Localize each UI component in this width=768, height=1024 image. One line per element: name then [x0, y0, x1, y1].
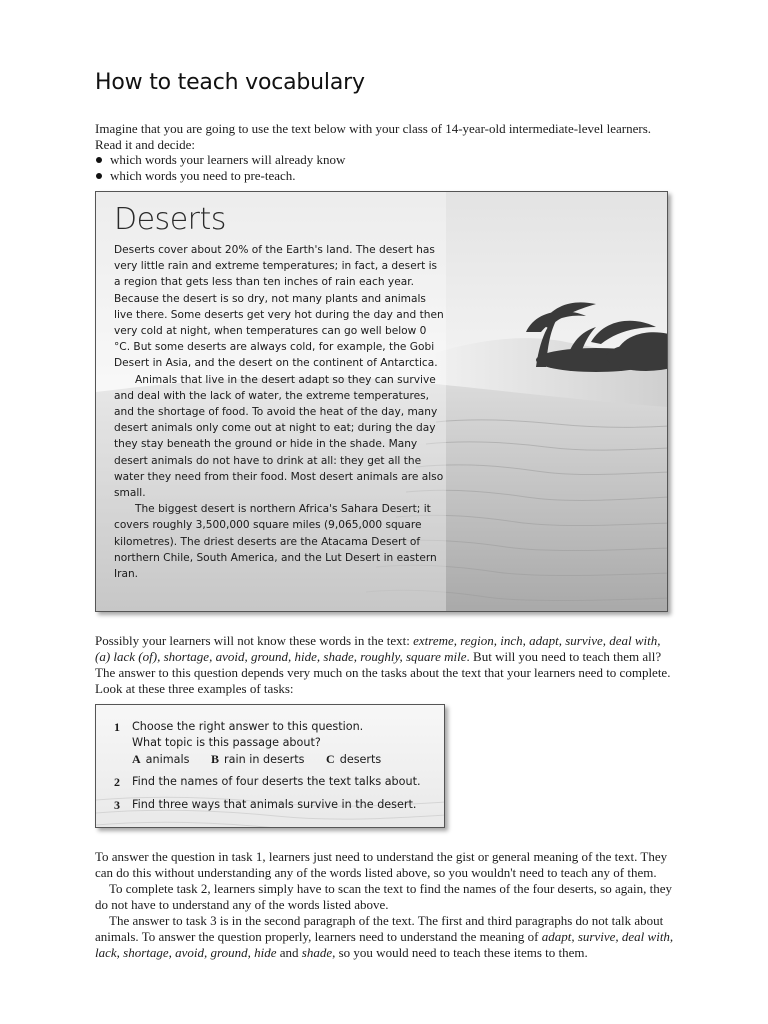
- body-paragraph: Possibly your learners will not know these words in the text: extreme, region, inch, adapt, survive, deal with, (a) lack (of), shortage, avoid, ground, hide, shade, roughly, square mile. But will you need to teach them all? The answer to this question depends very much on the tasks about the text that your learners need to complete. Look at these three examples of tasks:: [95, 633, 671, 696]
- intro-paragraph: Imagine that you are going to use the text below with your class of 14-year-old intermediate-level learners. Read it and decide:: [95, 121, 652, 152]
- page-title: How to teach vocabulary: [95, 70, 365, 95]
- task-item: [96, 774, 436, 790]
- list-item: which words you need to pre-teach.: [95, 168, 675, 184]
- tasks-box: [95, 704, 445, 828]
- body-paragraph: The answer to task 3 is in the second paragraph of the text. The first and third paragraphs do not talk about animals. To answer the question properly, learners need to understand the meaning of adapt, survive, deal with, lack, shortage, avoid, ground, hide and shade, so you would need to teach these items to them.: [95, 913, 674, 960]
- answer-option: A animals: [132, 752, 190, 766]
- task-number: 1: [114, 720, 120, 734]
- reading-body: [114, 242, 444, 582]
- vocabulary-list: extreme, region, inch, adapt, survive, deal with, (a) lack (of), shortage, avoid, ground, hide, shade, roughly, square mile: [95, 633, 661, 664]
- reading-paragraph: Animals that live in the desert adapt so they can survive and deal with the lack of water, the extreme temperatures, and the shortage of food. To avoid the heat of the day, many desert animals only come out at night to eat; during the day they stay beneath the ground or hide in the shade. Many desert animals do not have to drink at all: they get all the water they need from their food. Most desert animals are also small.: [114, 373, 444, 500]
- bullet-icon: [96, 173, 102, 179]
- bullet-icon: [96, 157, 102, 163]
- body-paragraph: To complete task 2, learners simply have to scan the text to find the names of the four deserts, so again, they do not have to understand any of the words listed above.: [95, 881, 672, 912]
- answer-options: [132, 751, 432, 768]
- reading-title: Deserts: [114, 202, 226, 237]
- explanation-text: [95, 849, 675, 961]
- body-paragraph: To answer the question in task 1, learners just need to understand the gist or general meaning of the text. They can do this without understanding any of the words listed above, so you wouldn't need to teach any of them.: [95, 849, 668, 880]
- answer-option: B rain in deserts: [210, 752, 305, 766]
- task-text: What topic is this passage about?: [132, 736, 321, 749]
- task-item: [96, 797, 436, 813]
- task-text: Find three ways that animals survive in the desert.: [132, 798, 417, 811]
- reading-paragraph: The biggest desert is northern Africa's Sahara Desert; it covers roughly 3,500,000 square miles (9,065,000 square kilometres). The driest deserts are the Atacama Desert of northern Chile, South America, and the Lut Desert in eastern Iran.: [114, 503, 437, 581]
- task-item: [96, 719, 436, 769]
- vocabulary-list: adapt, survive, deal with, lack, shortage, avoid, ground, hide: [95, 929, 674, 960]
- task-number: 2: [114, 775, 120, 789]
- reading-paragraph: Deserts cover about 20% of the Earth's land. The desert has very little rain and extreme temperatures; in fact, a desert is a region that gets less than ten inches of rain each year. Because the desert is so dry, not many plants and animals live there. Some deserts get very hot during the day and then very cold at night, when temperatures can go well below 0 °C. But some deserts are always cold, for example, the Gobi Desert in Asia, and the desert on the continent of Antarctica.: [114, 244, 444, 370]
- instruction-list: [95, 152, 675, 184]
- answer-option: C deserts: [326, 752, 382, 766]
- list-item: which words your learners will already know: [95, 152, 675, 168]
- task-number: 3: [114, 798, 120, 812]
- task-text: Find the names of four deserts the text talks about.: [132, 775, 421, 788]
- task-text: Choose the right answer to this question.: [132, 720, 364, 733]
- reading-text-box: [95, 191, 668, 612]
